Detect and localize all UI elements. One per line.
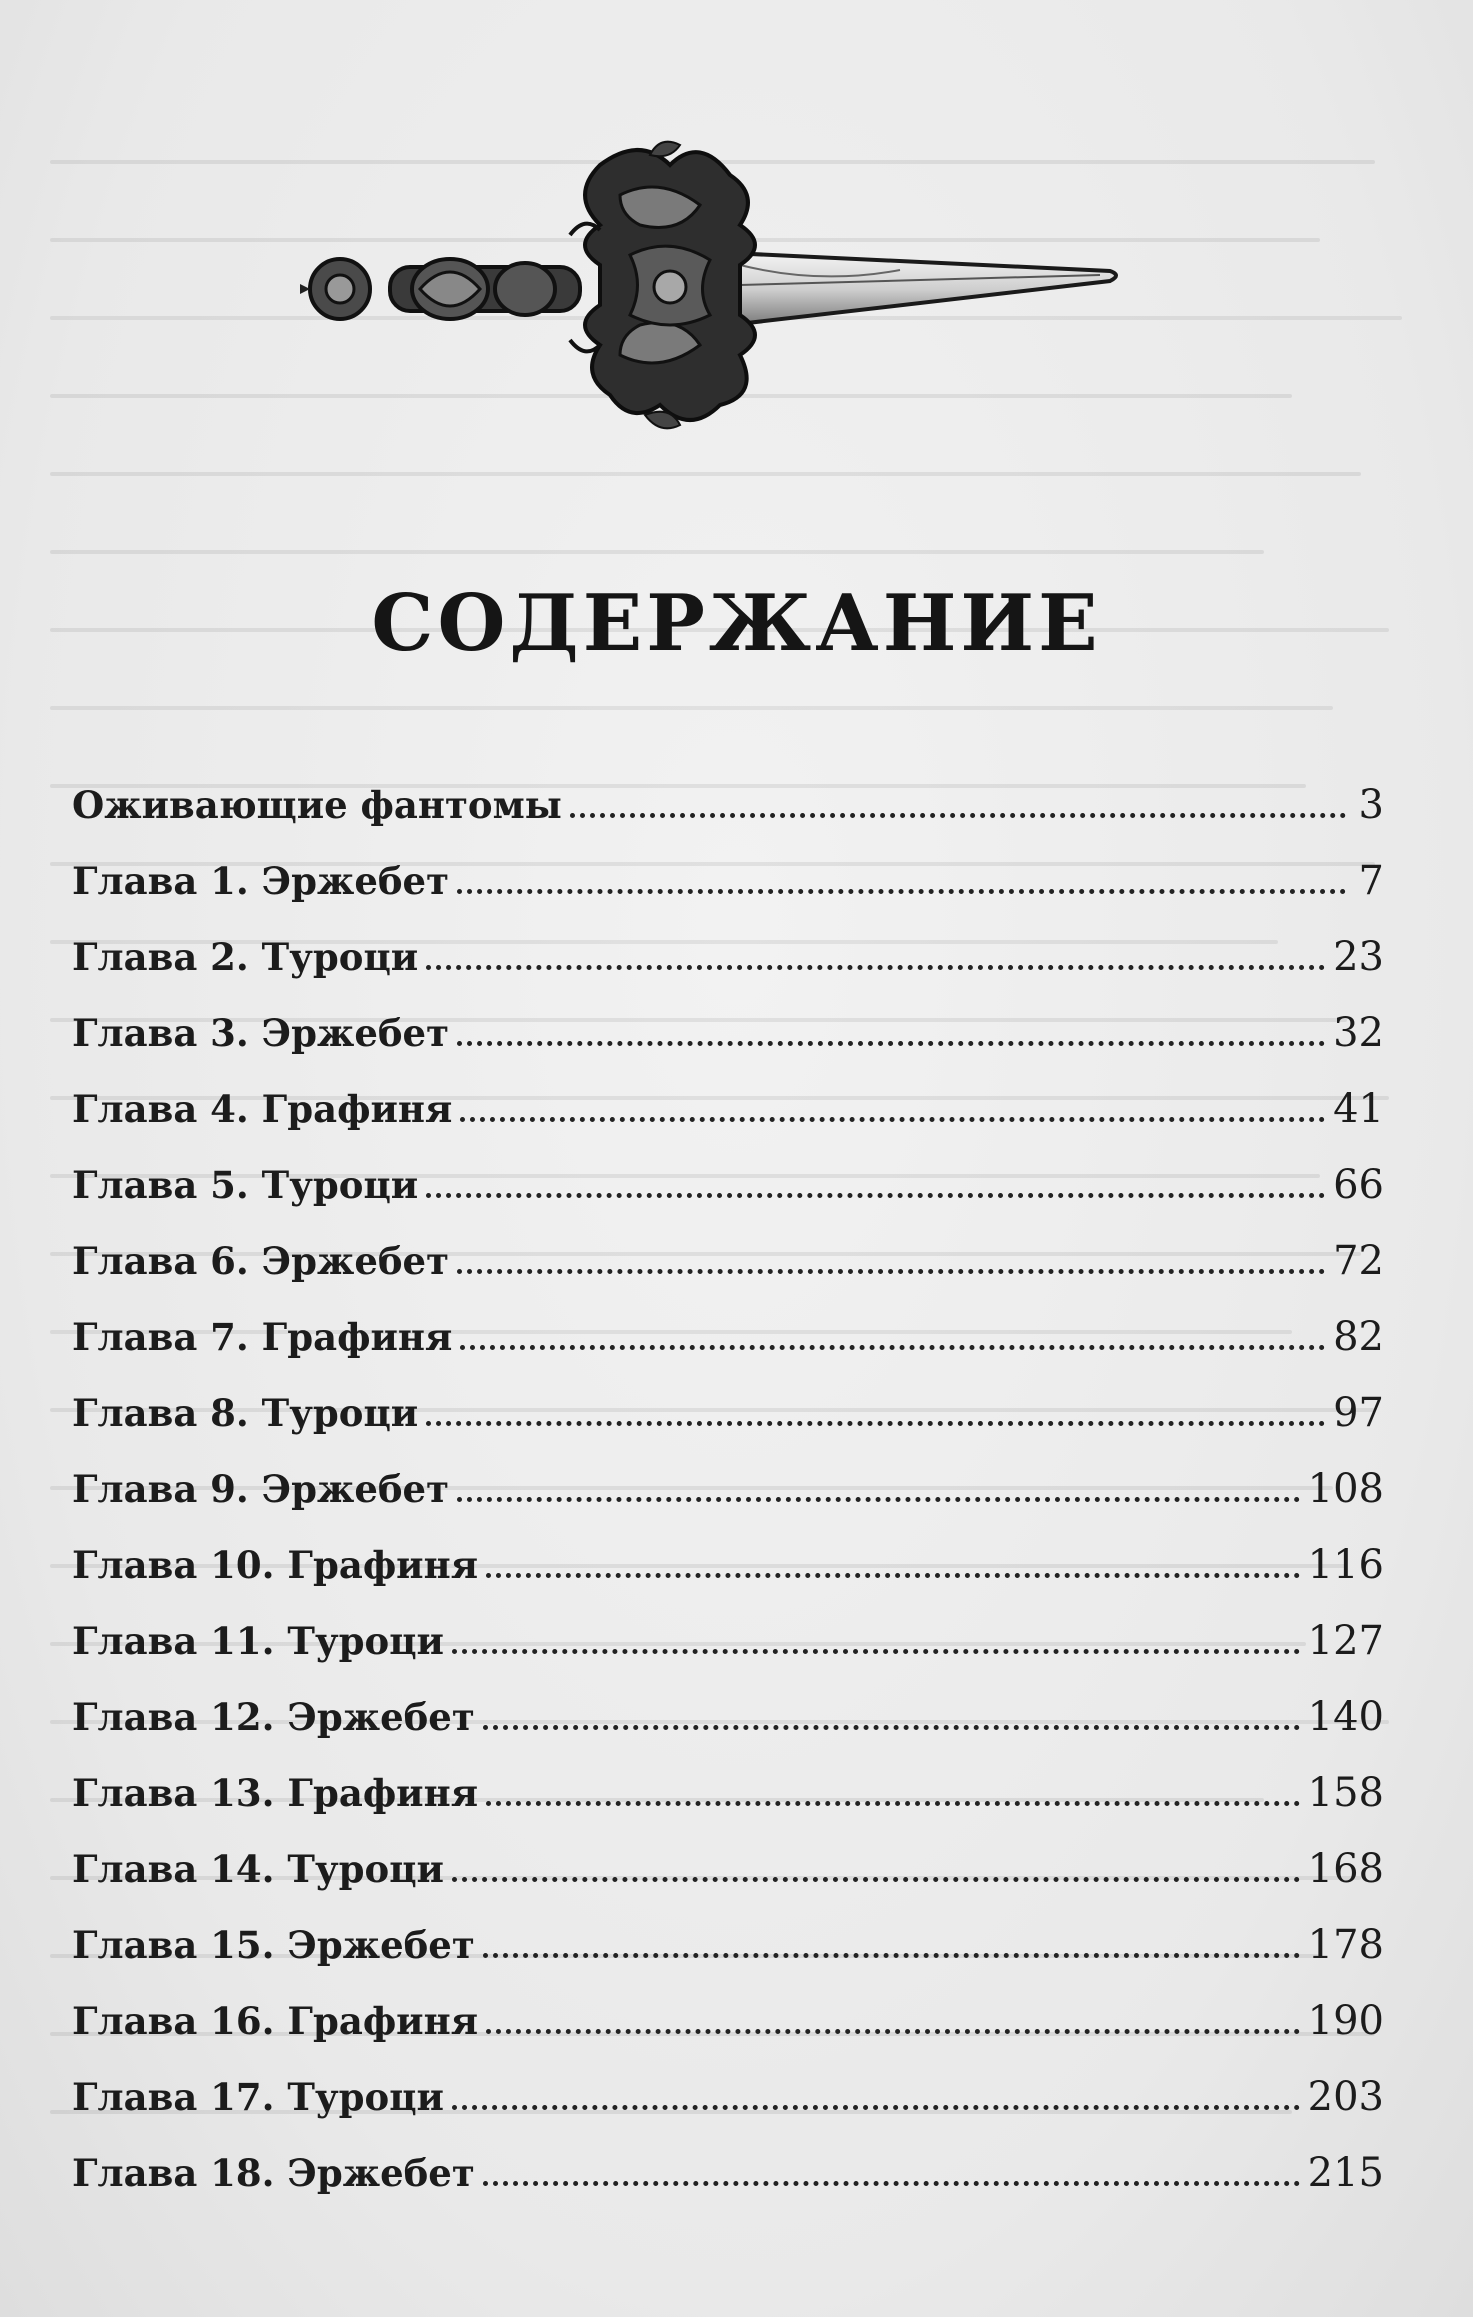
dot-leader (486, 1801, 1300, 1806)
dot-leader (460, 1117, 1325, 1122)
dot-leader (452, 2105, 1300, 2110)
dot-leader (457, 1269, 1325, 1274)
table-of-contents (72, 782, 1384, 2226)
toc-entry (72, 1542, 1384, 1618)
toc-entry-title: Глава 7. Графиня (72, 1315, 453, 1359)
toc-entry-page-number: 108 (1307, 1466, 1384, 1512)
toc-entry (72, 1922, 1384, 1998)
toc-entry-page-number: 72 (1333, 1238, 1384, 1284)
toc-entry-title: Глава 12. Эржебет (72, 1695, 475, 1739)
toc-entry-title: Глава 10. Графиня (72, 1543, 479, 1587)
toc-entry-page-number: 158 (1307, 1770, 1384, 1816)
toc-entry-title: Глава 8. Туроци (72, 1391, 419, 1435)
dot-leader (426, 1193, 1325, 1198)
toc-entry-title: Оживающие фантомы (72, 783, 562, 827)
toc-entry-page-number: 32 (1333, 1010, 1384, 1056)
dagger-ornament-icon (300, 135, 1130, 435)
toc-entry-title: Глава 18. Эржебет (72, 2151, 475, 2195)
dot-leader (457, 1497, 1300, 1502)
toc-entry (72, 2150, 1384, 2226)
toc-entry-title: Глава 3. Эржебет (72, 1011, 450, 1055)
toc-entry-page-number: 178 (1307, 1922, 1384, 1968)
toc-entry-title: Глава 11. Туроци (72, 1619, 444, 1663)
dot-leader (486, 2029, 1300, 2034)
toc-entry-title: Глава 1. Эржебет (72, 859, 450, 903)
toc-entry-title: Глава 6. Эржебет (72, 1239, 450, 1283)
toc-entry (72, 2074, 1384, 2150)
toc-entry-page-number: 127 (1307, 1618, 1384, 1664)
dot-leader (570, 813, 1346, 818)
toc-entry-title: Глава 15. Эржебет (72, 1923, 475, 1967)
toc-entry-title: Глава 14. Туроци (72, 1847, 444, 1891)
toc-entry (72, 1694, 1384, 1770)
toc-entry-page-number: 140 (1307, 1694, 1384, 1740)
toc-entry-page-number: 41 (1333, 1086, 1384, 1132)
toc-entry (72, 1010, 1384, 1086)
toc-entry-page-number: 116 (1307, 1542, 1384, 1588)
toc-entry (72, 1238, 1384, 1314)
toc-entry (72, 782, 1384, 858)
page-title: СОДЕРЖАНИЕ (371, 578, 1102, 669)
toc-entry-page-number: 203 (1307, 2074, 1384, 2120)
dot-leader (452, 1649, 1300, 1654)
dot-leader (483, 2181, 1300, 2186)
toc-entry-title: Глава 2. Туроци (72, 935, 419, 979)
toc-entry (72, 1162, 1384, 1238)
dot-leader (460, 1345, 1325, 1350)
toc-entry (72, 1466, 1384, 1542)
toc-entry-title: Глава 16. Графиня (72, 1999, 479, 2043)
toc-entry (72, 1846, 1384, 1922)
toc-entry-page-number: 190 (1307, 1998, 1384, 2044)
toc-entry (72, 1618, 1384, 1694)
toc-entry-title: Глава 9. Эржебет (72, 1467, 450, 1511)
toc-entry (72, 934, 1384, 1010)
dot-leader (486, 1573, 1300, 1578)
toc-entry (72, 1390, 1384, 1466)
dot-leader (483, 1725, 1300, 1730)
toc-entry-page-number: 215 (1307, 2150, 1384, 2196)
dot-leader (483, 1953, 1300, 1958)
toc-entry (72, 1770, 1384, 1846)
toc-entry (72, 1086, 1384, 1162)
dot-leader (426, 1421, 1325, 1426)
toc-entry (72, 1998, 1384, 2074)
toc-entry-title: Глава 4. Графиня (72, 1087, 453, 1131)
toc-entry-page-number: 97 (1333, 1390, 1384, 1436)
toc-entry-page-number: 7 (1358, 858, 1384, 904)
toc-entry-page-number: 3 (1358, 782, 1384, 828)
toc-entry-title: Глава 5. Туроци (72, 1163, 419, 1207)
toc-entry-page-number: 168 (1307, 1846, 1384, 1892)
dot-leader (452, 1877, 1300, 1882)
dot-leader (457, 1041, 1325, 1046)
toc-entry-title: Глава 13. Графиня (72, 1771, 479, 1815)
dot-leader (426, 965, 1325, 970)
toc-entry-title: Глава 17. Туроци (72, 2075, 444, 2119)
toc-entry (72, 1314, 1384, 1390)
toc-entry-page-number: 23 (1333, 934, 1384, 980)
toc-entry-page-number: 66 (1333, 1162, 1384, 1208)
toc-entry-page-number: 82 (1333, 1314, 1384, 1360)
dot-leader (457, 889, 1346, 894)
toc-entry (72, 858, 1384, 934)
